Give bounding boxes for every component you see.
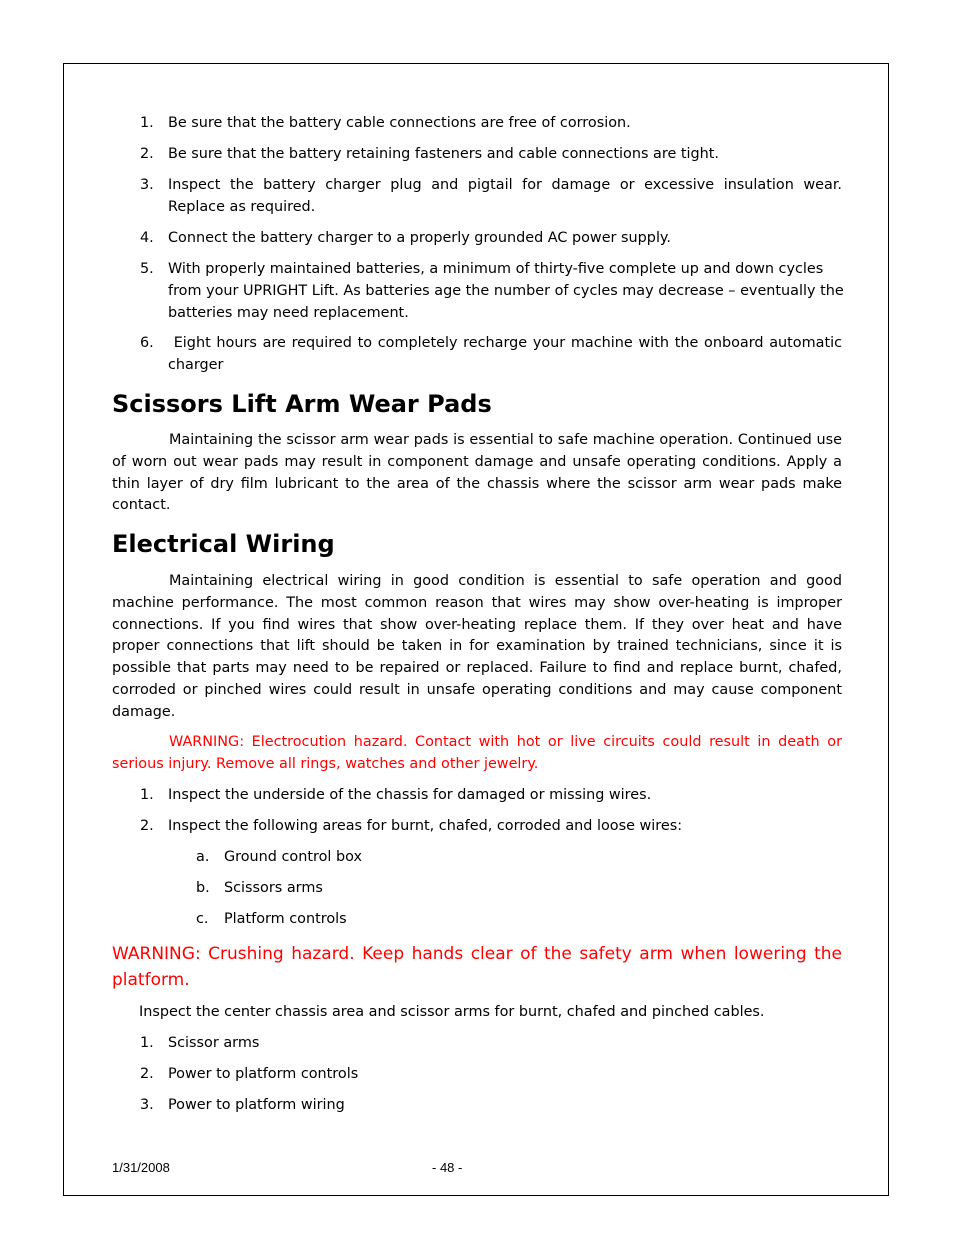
wear-pads-paragraph — [112, 430, 842, 517]
section-heading-wear-pads: Scissors Lift Arm Wear Pads — [112, 390, 492, 418]
warning-electrocution — [112, 732, 842, 776]
step-text: Eight hours are required to completely recharge your machine with the onboard automatic charger — [168, 335, 847, 373]
substep-text: Scissors arms — [224, 880, 323, 896]
inspect-text: Inspect the center chassis area and scissor arms for burnt, chafed and pinched cables. — [139, 1004, 765, 1020]
step-number: 2. — [140, 818, 154, 834]
step-number: 5. — [140, 261, 154, 277]
wear-pads-text: Maintaining the scissor arm wear pads is essential to safe machine operation. Continued use of worn out wear pads may result in component damage and unsafe operating conditions. Apply a thin layer of dry film lubricant to the area of the chassis where the scissor arm wear pads make contact. — [112, 432, 842, 514]
step-text: Power to platform controls — [168, 1066, 359, 1082]
step-number: 1. — [140, 115, 154, 131]
substep-text: Platform controls — [224, 911, 347, 927]
step-number: 6. — [140, 335, 154, 351]
footer-date: 1/31/2008 — [112, 1160, 170, 1175]
substep-text: Ground control box — [224, 849, 362, 865]
warning-crushing: WARNING: Crushing hazard. Keep hands clear of the safety arm when lowering the platform. — [112, 944, 842, 990]
footer-page-number: - 48 - — [432, 1160, 463, 1175]
step-text: Inspect the battery charger plug and pigtail for damage or excessive insulation wear. Replace as required. — [168, 177, 842, 215]
step-text: Be sure that the battery retaining fasteners and cable connections are tight. — [168, 146, 719, 162]
step-text: With properly maintained batteries, a minimum of thirty-five complete up and down cycles from your UPRIGHT Lift. As batteries age the number of cycles may decrease – eventually the batteries may need replacement. — [168, 261, 844, 321]
step-text: Inspect the following areas for burnt, chafed, corroded and loose wires: — [168, 818, 683, 834]
wiring-text: Maintaining electrical wiring in good condition is essential to safe operation and good machine performance. The most common reason that wires may show over-heating is improper connections. If you find wires that show over-heating replace them. If they over heat and have proper connections that lift should be taken in for examination by trained technicians, since it is possible that parts may need to be repaired or replaced. Failure to find and replace burnt, chafed, corroded or pinched wires could result in unsafe operating conditions and may cause component damage. — [112, 573, 842, 720]
warning-electrocution-text: WARNING: Electrocution hazard. Contact with hot or live circuits could result in death or serious injury. Remove all rings, watches and other jewelry. — [112, 734, 842, 772]
step-number: 1. — [140, 787, 154, 803]
substep-letter: a. — [196, 849, 210, 865]
step-number: 1. — [140, 1035, 154, 1051]
step-number: 3. — [140, 177, 154, 193]
step-number: 3. — [140, 1097, 154, 1113]
step-text: Be sure that the battery cable connections are free of corrosion. — [168, 115, 631, 131]
step-text: Inspect the underside of the chassis for damaged or missing wires. — [168, 787, 652, 803]
step-number: 4. — [140, 230, 154, 246]
wiring-paragraph — [112, 571, 842, 724]
step-number: 2. — [140, 146, 154, 162]
section-heading-wiring: Electrical Wiring — [112, 530, 335, 558]
substep-letter: c. — [196, 911, 209, 927]
step-text: Power to platform wiring — [168, 1097, 345, 1113]
substep-letter: b. — [196, 880, 210, 896]
step-number: 2. — [140, 1066, 154, 1082]
step-text: Scissor arms — [168, 1035, 260, 1051]
step-text: Connect the battery charger to a properly grounded AC power supply. — [168, 230, 671, 246]
